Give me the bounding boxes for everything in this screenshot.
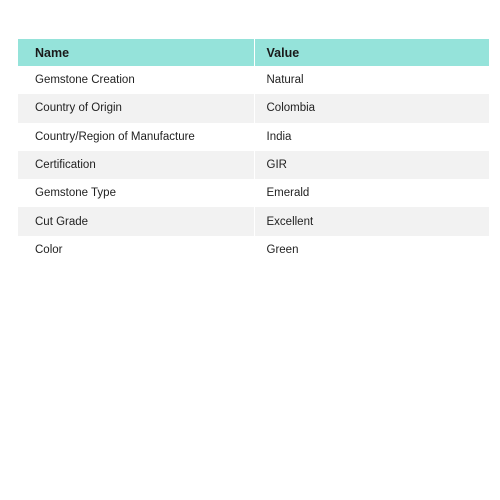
row-value-cell: Green — [254, 236, 489, 264]
row-value-cell: Emerald — [254, 179, 489, 207]
row-name-cell: Cut Grade — [18, 207, 254, 235]
row-value-cell: Natural — [254, 66, 489, 94]
row-value-cell: India — [254, 123, 489, 151]
table-row — [18, 236, 489, 264]
row-value-cell: GIR — [254, 151, 489, 179]
column-header-name: Name — [18, 39, 254, 66]
table-row — [18, 179, 489, 207]
row-name-cell: Color — [18, 236, 254, 264]
row-name-cell: Country of Origin — [18, 94, 254, 122]
table-header-row — [18, 39, 489, 66]
row-name-cell: Certification — [18, 151, 254, 179]
row-name-cell: Country/Region of Manufacture — [18, 123, 254, 151]
table-row — [18, 123, 489, 151]
table-row — [18, 94, 489, 122]
item-specifics-table — [18, 39, 489, 264]
row-value-cell: Excellent — [254, 207, 489, 235]
row-value-cell: Colombia — [254, 94, 489, 122]
row-name-cell: Gemstone Type — [18, 179, 254, 207]
table-row — [18, 66, 489, 94]
column-header-value: Value — [254, 39, 489, 66]
table-row — [18, 207, 489, 235]
table-row — [18, 151, 489, 179]
row-name-cell: Gemstone Creation — [18, 66, 254, 94]
